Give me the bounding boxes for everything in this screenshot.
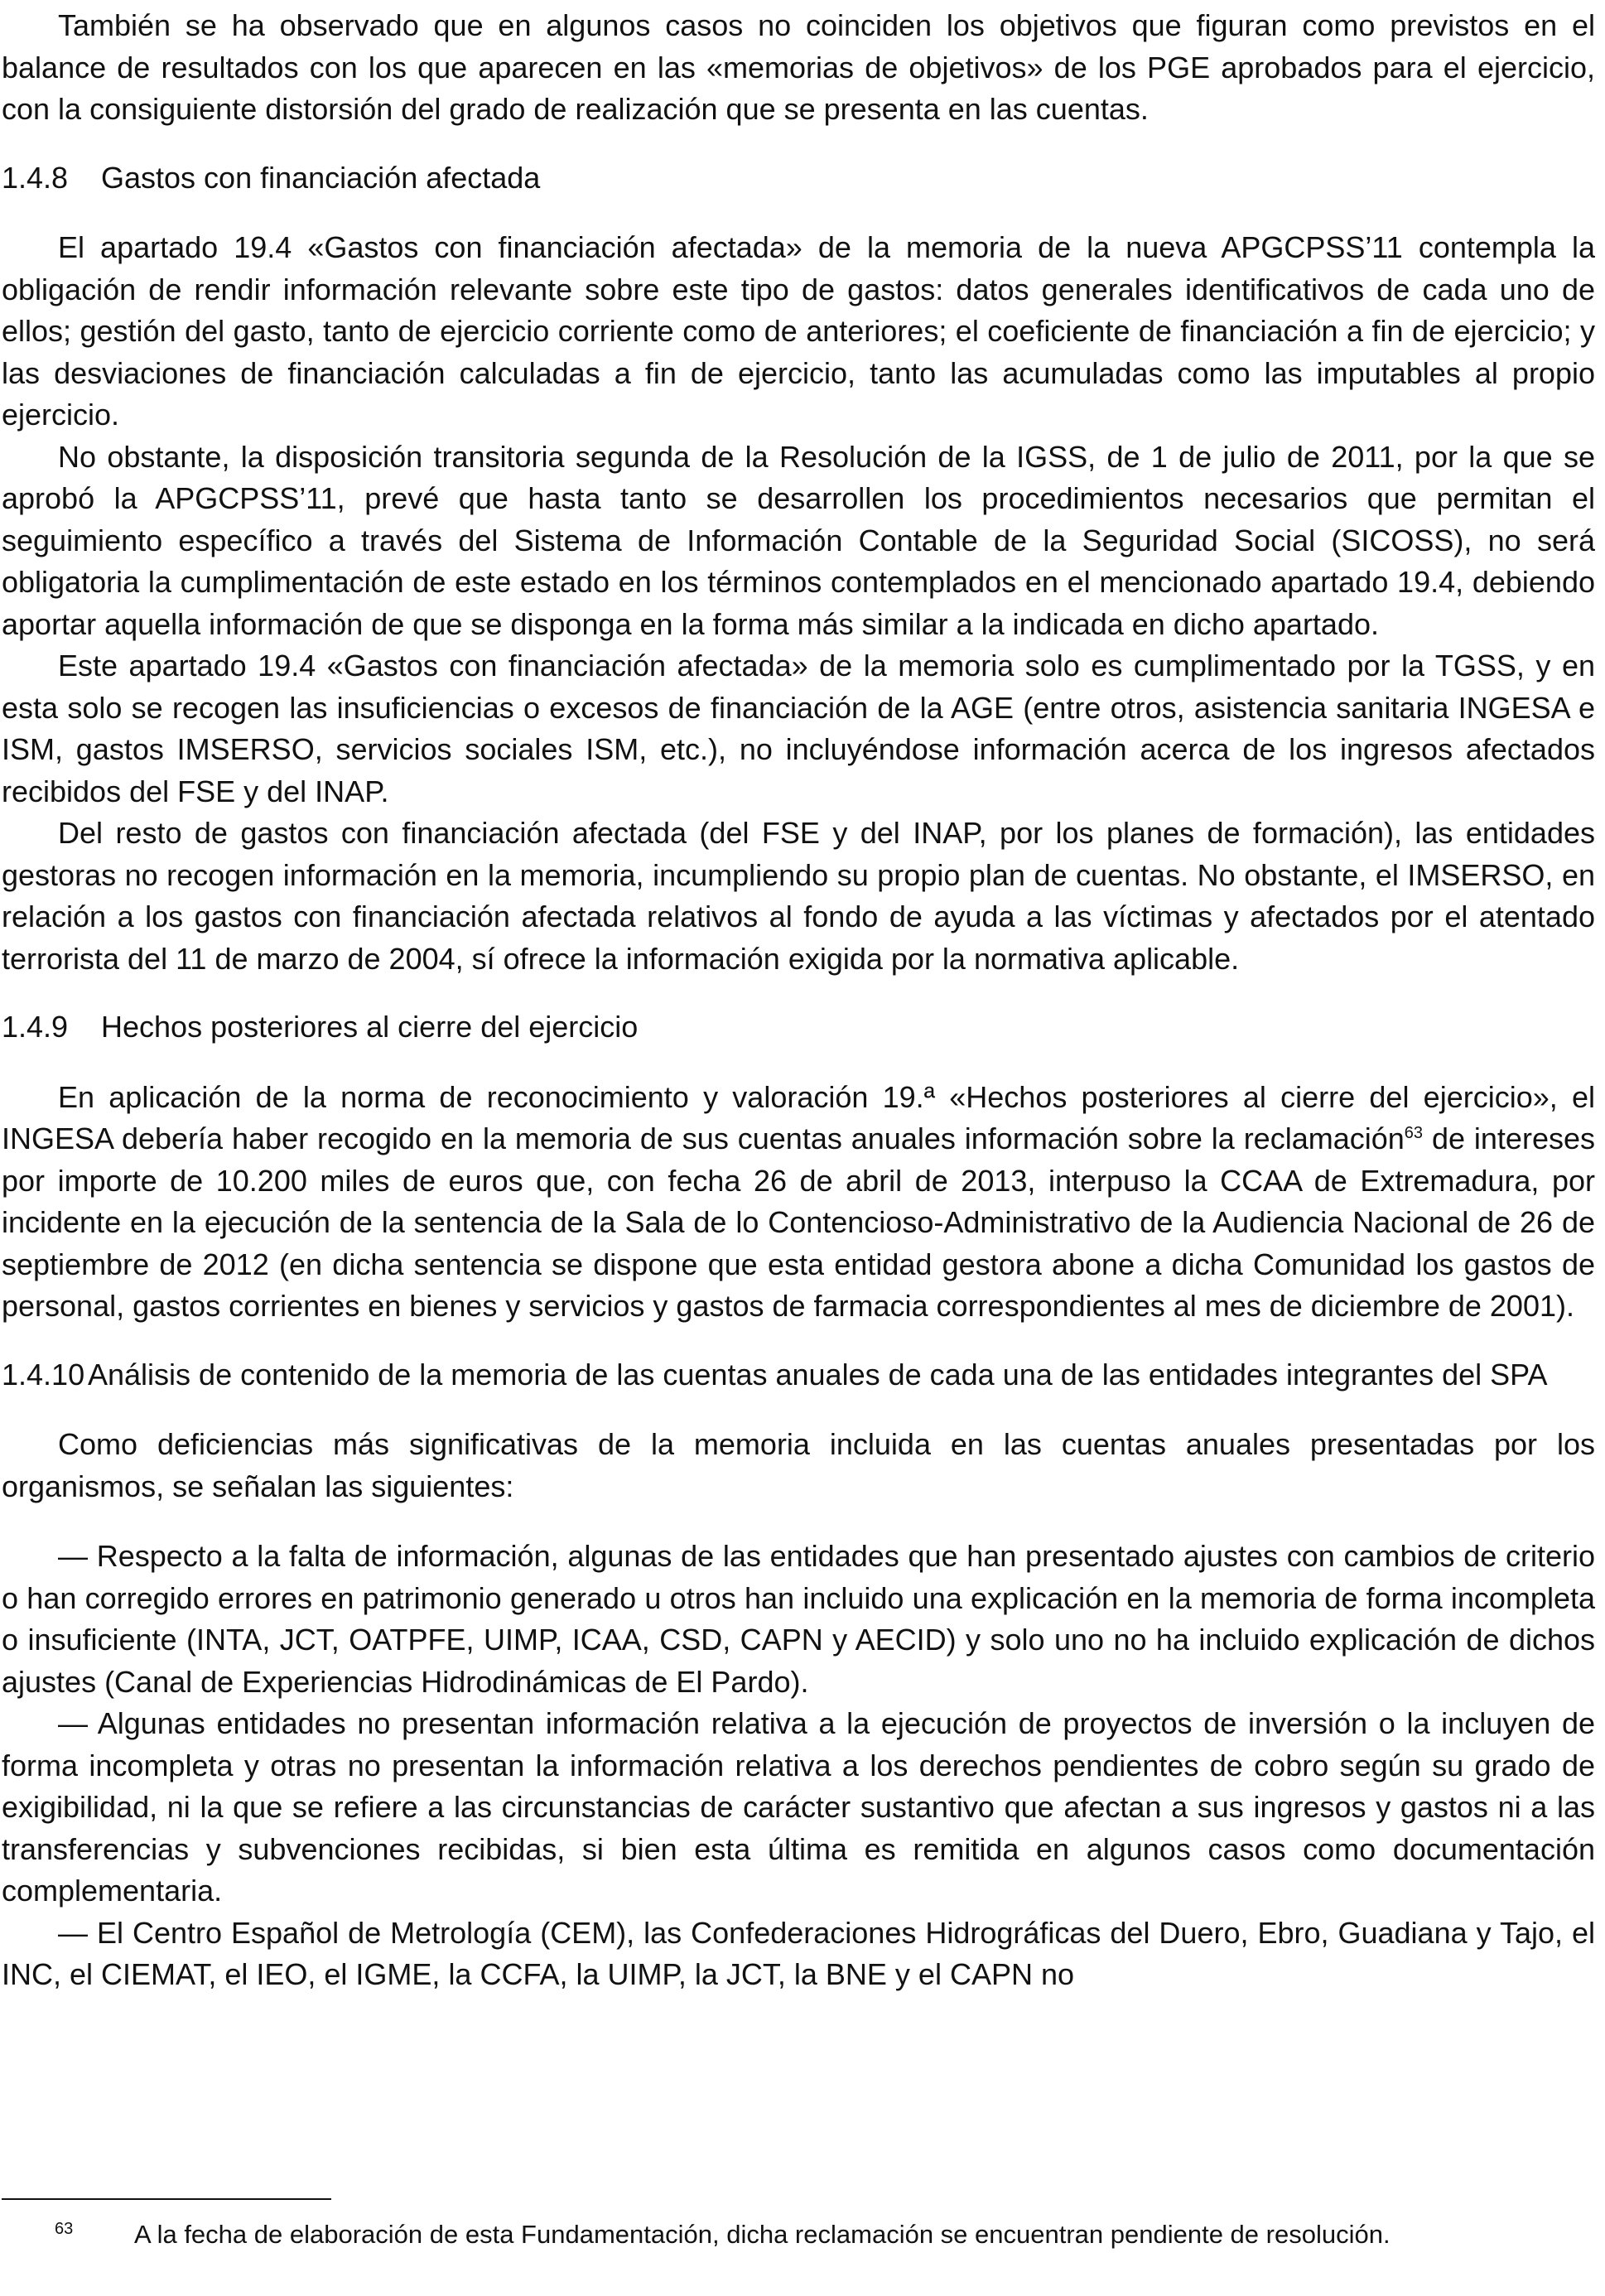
section-number: 1.4.10: [2, 1357, 85, 1392]
section-heading-1-4-9: [2, 1006, 1595, 1049]
list-item-falta-informacion: — Respecto a la falta de información, algunas de las entidades que han presentado ajustes con cambios de criterio o han corregido errores en patrimonio generado u otros han incluido una explicación en la memoria de forma incompleta o insuficiente (INTA, JCT, OATPFE, UIMP, ICAA, CSD, CAPN y AECID) y solo uno no ha incluido explicación de dichos ajustes (Canal de Experiencias Hidrodinámicas de El Pardo).: [2, 1539, 1595, 1699]
section-number: 1.4.9: [2, 1010, 69, 1044]
section-heading-1-4-8: [2, 157, 1595, 200]
paragraph-objetivos: También se ha observado que en algunos casos no coinciden los objetivos que figuran como previstos en el balance de resultados con los que aparecen en las «memorias de objetivos» de los PGE aprobados para el ejercicio, con la consiguiente distorsión del grado de realización que se presenta en las cuentas.: [2, 8, 1595, 126]
section-title: Análisis de contenido de la memoria de las cuentas anuales de cada una de las entidades integrantes del SPA: [88, 1357, 1548, 1392]
text-run: de intereses por importe de 10.200 miles de euros que, con fecha 26 de abril de 2013, interpuso la CCAA de Extremadura, por incidente en la ejecución de la sentencia de la Sala de lo Contencioso-Administrativo de la Audiencia Nacional de 26 de septiembre de 2012 (en dicha sentencia se dispone que esta entidad gestora abone a dicha Comunidad los gastos de personal, gastos corrientes en bienes y servicios y gastos de farmacia correspondientes al mes de diciembre de 2001).: [2, 1121, 1595, 1323]
section-title: Gastos con financiación afectada: [101, 160, 541, 195]
paragraph-resto-gastos: Del resto de gastos con financiación afectada (del FSE y del INAP, por los planes de formación), las entidades gestoras no recogen información en la memoria, incumpliendo su propio plan de cuentas. No obstante, el IMSERSO, en relación a los gastos con financiación afectada relativos al fondo de ayuda a las víctimas y afectados por el atentado terrorista del 11 de marzo de 2004, sí ofrece la información exigida por la normativa aplicable.: [2, 816, 1595, 976]
section-number: 1.4.8: [2, 160, 69, 195]
footnote-reference[interactable]: 63: [1404, 1124, 1424, 1142]
paragraph-disposicion-transitoria: No obstante, la disposición transitoria segunda de la Resolución de la IGSS, de 1 de julio de 2011, por la que se aprobó la APGCPSS’11, prevé que hasta tanto se desarrollen los procedimientos necesarios que permitan el seguimiento específico a través del Sistema de Información Contable de la Seguridad Social (SICOSS), no será obligatoria la cumplimentación de este estado en los términos contemplados en el mencionado apartado 19.4, debiendo aportar aquella información de que se disponga en la forma más similar a la indicada en dicho apartado.: [2, 439, 1595, 641]
list-item-cem: — El Centro Español de Metrología (CEM), las Confederaciones Hidrográficas del Duero, Ebro, Guadiana y Tajo, el INC, el CIEMAT, el IEO, el IGME, la CCFA, la UIMP, la JCT, la BNE y el CAPN no: [2, 1915, 1595, 1991]
paragraph-deficiencias: Como deficiencias más significativas de la memoria incluida en las cuentas anuales presentadas por los organismos, se señalan las siguientes:: [2, 1427, 1595, 1503]
text-run: En aplicación de la norma de reconocimiento y valoración 19.ª «Hechos posteriores al cierre del ejercicio», el INGESA debería haber recogido en la memoria de sus cuentas anuales información sobre la reclamación: [2, 1079, 1595, 1155]
section-title: Hechos posteriores al cierre del ejercicio: [101, 1010, 639, 1044]
paragraph-tgss: Este apartado 19.4 «Gastos con financiación afectada» de la memoria solo es cumplimentado por la TGSS, y en esta solo se recogen las insuficiencias o excesos de financiación de la AGE (entre otros, asistencia sanitaria INGESA e ISM, gastos IMSERSO, servicios sociales ISM, etc.), no incluyéndose información acerca de los ingresos afectados recibidos del FSE y del INAP.: [2, 649, 1595, 808]
paragraph-apartado-19-4: El apartado 19.4 «Gastos con financiación afectada» de la memoria de la nueva APGCPSS’11 contempla la obligación de rendir información relevante sobre este tipo de gastos: datos generales identificativos de cada uno de ellos; gestión del gasto, tanto de ejercicio corriente como de anteriores; el coeficiente de financiación a fin de ejercicio; y las desviaciones de financiación calculadas a fin de ejercicio, tanto las acumuladas como las imputables al propio ejercicio.: [2, 230, 1595, 432]
footnote-text: A la fecha de elaboración de esta Fundamentación, dicha reclamación se encuentran pendiente de resolución.: [134, 2220, 1391, 2249]
section-heading-1-4-10: [2, 1354, 1595, 1396]
paragraph-hechos-posteriores: [2, 1077, 1595, 1328]
footnote-divider: [2, 2198, 331, 2200]
list-item-proyectos-inversion: — Algunas entidades no presentan información relativa a la ejecución de proyectos de inversión o la incluyen de forma incompleta y otras no presentan la información relativa a los derechos pendientes de cobro según su grado de exigibilidad, ni la que se refiere a las circunstancias de carácter sustantivo que afectan a sus ingresos y gastos ni a las transferencias y subvenciones recibidas, si bien esta última es remitida en algunos casos como documentación complementaria.: [2, 1706, 1595, 1908]
footnote: 63 A la fecha de elaboración de esta Fundamentación, dicha reclamación se encuentran pendiente de resolución.: [55, 2219, 1391, 2249]
